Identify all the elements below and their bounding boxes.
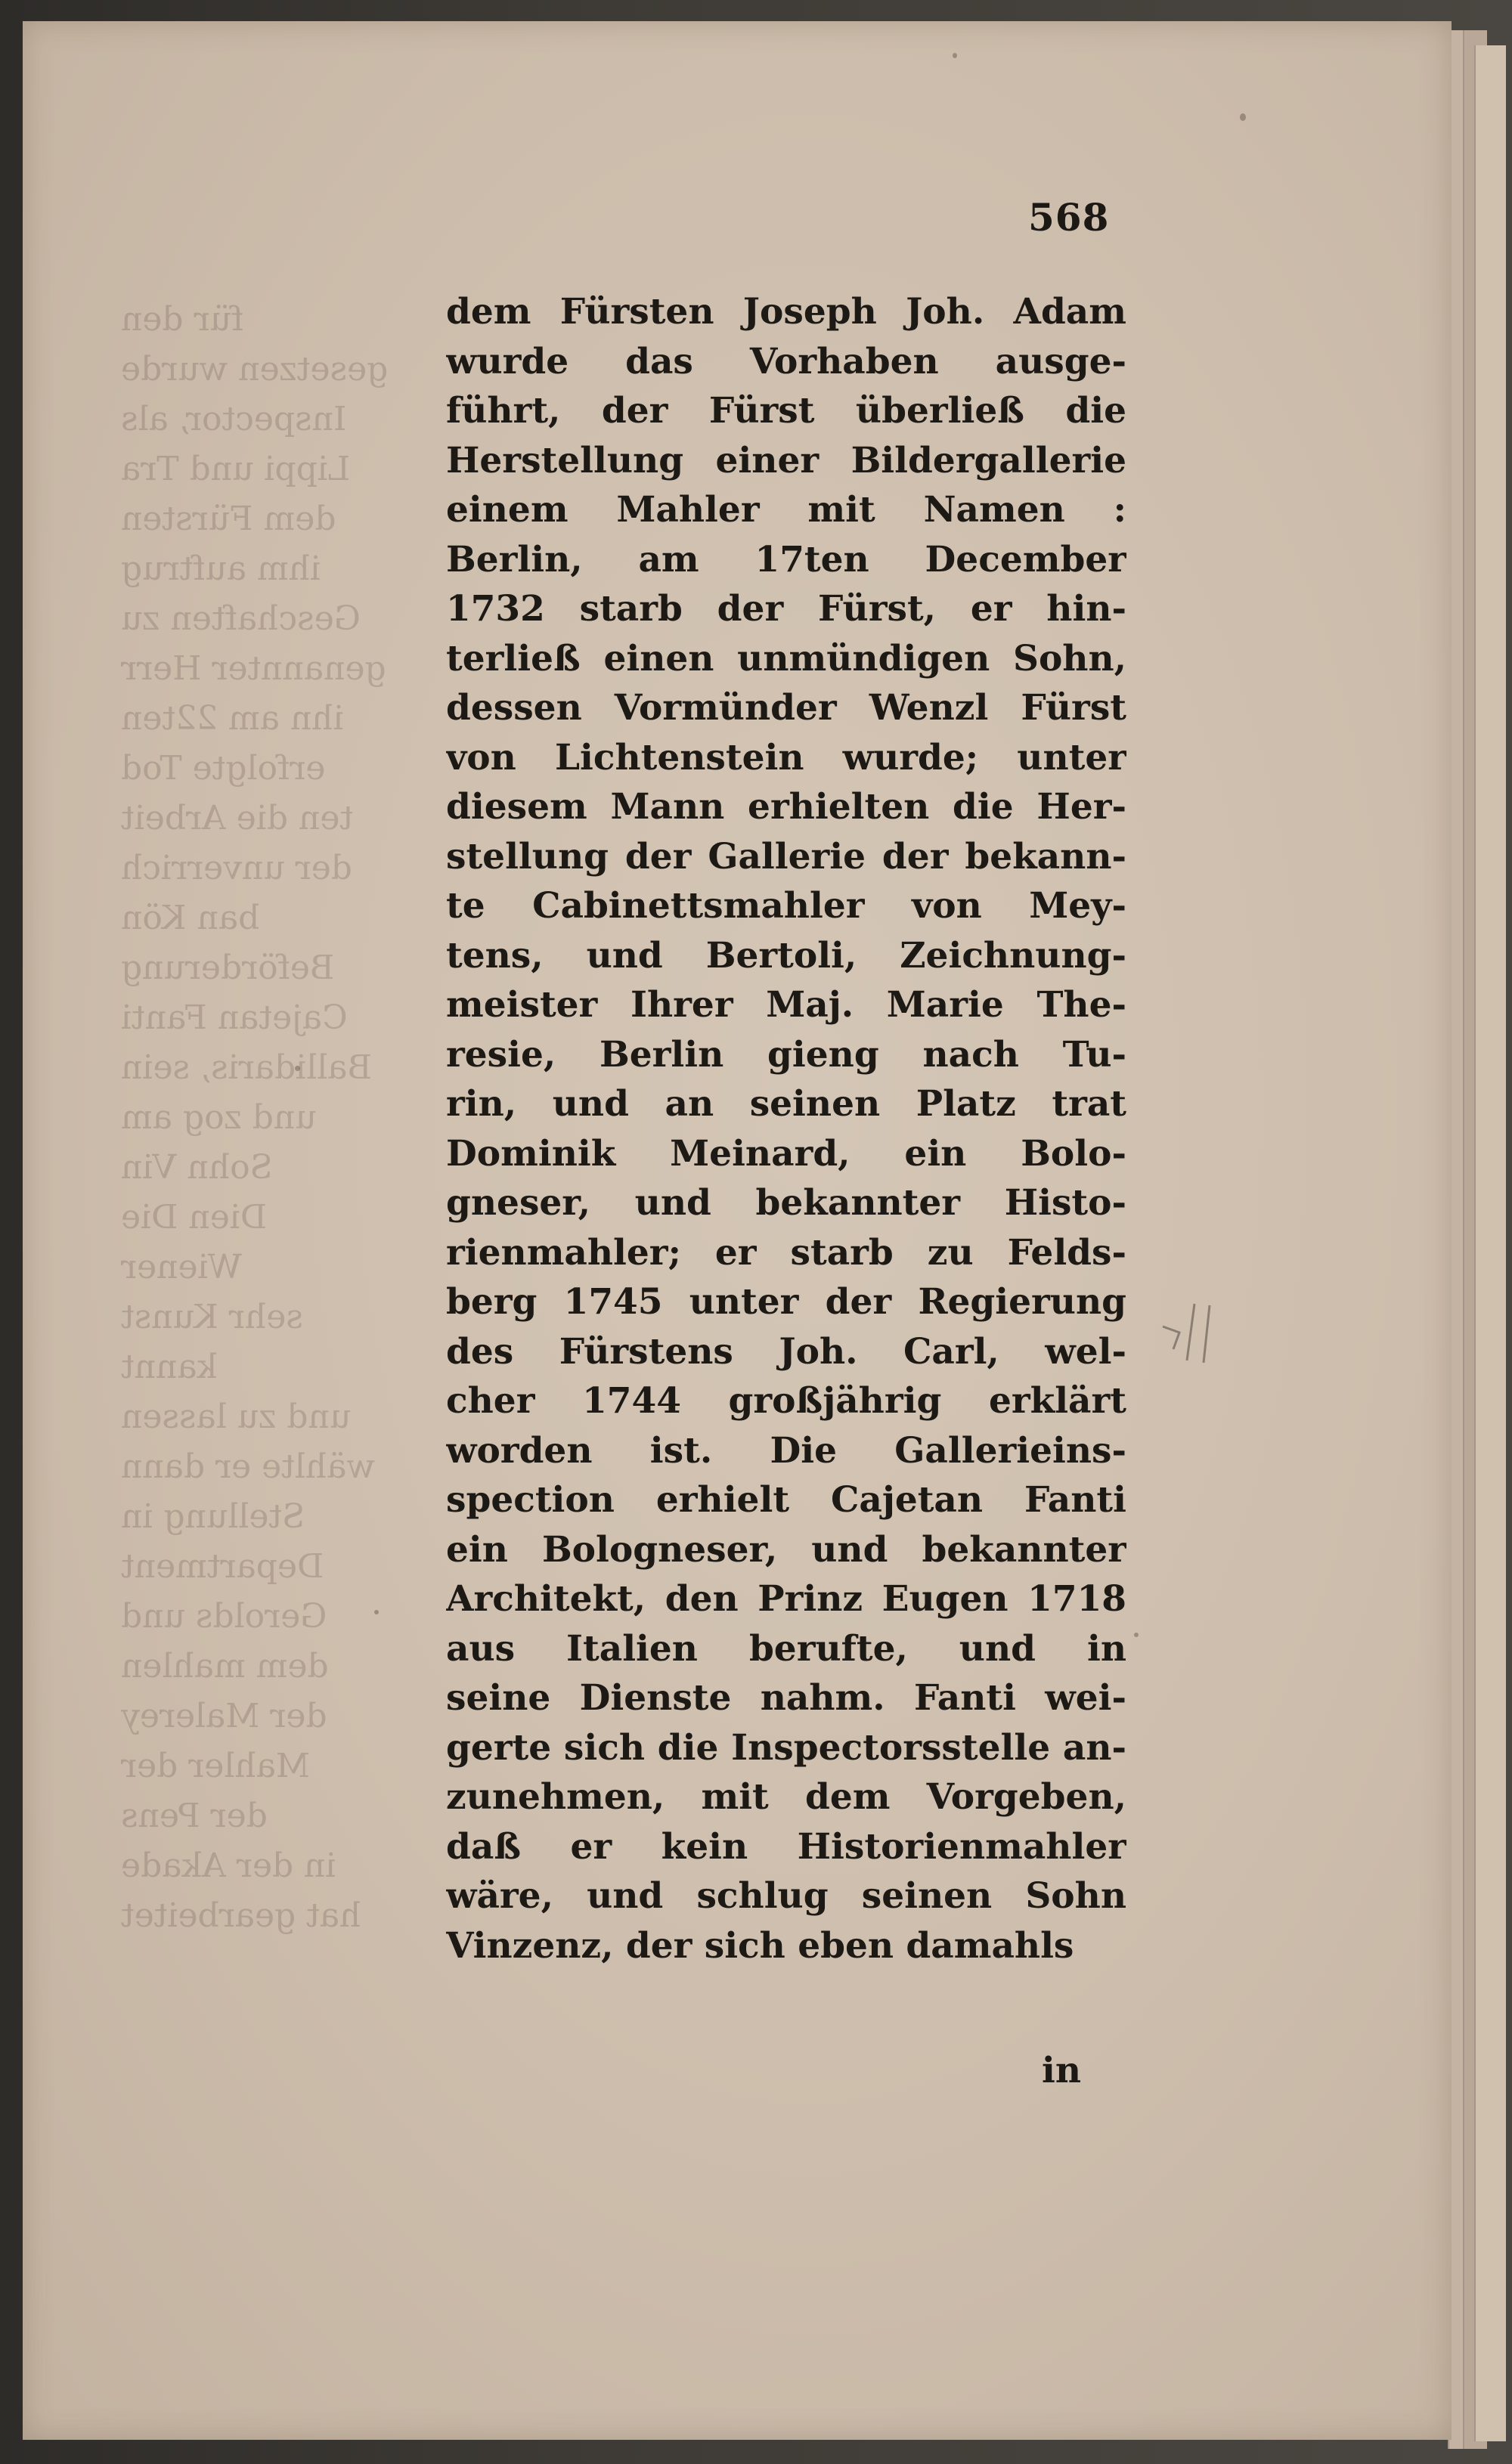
text-line: gerte sich die Inspectorsstelle an- bbox=[446, 1726, 1126, 1769]
text-line: tens, und Bertoli, Zeichnung- bbox=[446, 934, 1126, 977]
text-line: stellung der Gallerie der bekann- bbox=[446, 835, 1126, 878]
text-line: gneser, und bekannter Histo- bbox=[446, 1182, 1126, 1224]
text-line: daß er kein Historienmahler bbox=[446, 1825, 1126, 1868]
paper-speck bbox=[374, 1610, 379, 1614]
text-line: Dominik Meinard, ein Bolo- bbox=[446, 1132, 1126, 1175]
text-line: Architekt, den Prinz Eugen 1718 bbox=[446, 1578, 1126, 1620]
text-line: meister Ihrer Maj. Marie The- bbox=[446, 984, 1126, 1026]
paper-speck bbox=[1134, 1633, 1139, 1637]
text-line: Herstellung einer Bildergallerie bbox=[446, 439, 1126, 481]
paper-speck bbox=[953, 53, 957, 58]
text-line: rin, und an seinen Platz trat bbox=[446, 1083, 1126, 1125]
body-text bbox=[446, 287, 1126, 1970]
text-line: einem Mahler mit Namen : bbox=[446, 489, 1126, 531]
text-line: te Cabinettsmahler von Mey- bbox=[446, 885, 1126, 927]
text-line: Berlin, am 17ten December bbox=[446, 538, 1126, 580]
page-edge bbox=[1474, 45, 1506, 2441]
text-line: Vinzenz, der sich eben damahls bbox=[446, 1924, 1074, 1967]
page-number: 568 bbox=[1028, 195, 1110, 240]
text-line: wurde das Vorhaben ausge- bbox=[446, 340, 1126, 382]
text-line: führt, der Fürst überließ die bbox=[446, 390, 1126, 432]
text-line: cher 1744 großjährig erklärt bbox=[446, 1380, 1126, 1422]
text-line: 1732 starb der Fürst, er hin- bbox=[446, 588, 1126, 630]
text-line: terließ einen unmündigen Sohn, bbox=[446, 637, 1126, 679]
text-line: seine Dienste nahm. Fanti wei- bbox=[446, 1677, 1126, 1719]
text-line: spection erhielt Cajetan Fanti bbox=[446, 1479, 1126, 1521]
text-line: aus Italien berufte, und in bbox=[446, 1627, 1126, 1670]
paper-speck bbox=[295, 1066, 300, 1071]
paper-speck bbox=[1240, 113, 1246, 121]
catchword: in bbox=[1042, 2050, 1082, 2091]
text-line: zunehmen, mit dem Vorgeben, bbox=[446, 1776, 1126, 1818]
text-line: dem Fürsten Joseph Joh. Adam bbox=[446, 291, 1126, 333]
text-line: berg 1745 unter der Regierung bbox=[446, 1281, 1126, 1323]
text-line: von Lichtenstein wurde; unter bbox=[446, 736, 1126, 779]
text-line: des Fürstens Joh. Carl, wel- bbox=[446, 1330, 1126, 1373]
text-line: ein Bologneser, und bekannter bbox=[446, 1528, 1126, 1571]
text-line: resie, Berlin gieng nach Tu- bbox=[446, 1033, 1126, 1076]
bleed-through-texture: für den gesetzen wurde Inspector, als Lippi und Tra dem Fürsten ihm auftrug Geschaften zu genannter Herr ihn am 22ten erfolgte Tod ten die Arbeit der unverrich ban Kön Beförderung Cajetan Fanti Ballidaris, sein und zog am Sohn Vin Dien Die Wiener sehr Kunst kannt und zu lassen wählte er dann Stellung in Department Gerolds und dem mahlen der Malerey Mahler der der Pens in der Akade hat gearbeitet bbox=[121, 300, 389, 1935]
text-line: wäre, und schlug seinen Sohn bbox=[446, 1875, 1126, 1917]
text-line: diesem Mann erhielten die Her- bbox=[446, 786, 1126, 828]
text-line: dessen Vormünder Wenzl Fürst bbox=[446, 687, 1126, 729]
text-line: worden ist. Die Gallerieins- bbox=[446, 1429, 1126, 1472]
text-line: rienmahler; er starb zu Felds- bbox=[446, 1231, 1126, 1274]
pencil-mark-icon bbox=[1157, 1296, 1240, 1364]
